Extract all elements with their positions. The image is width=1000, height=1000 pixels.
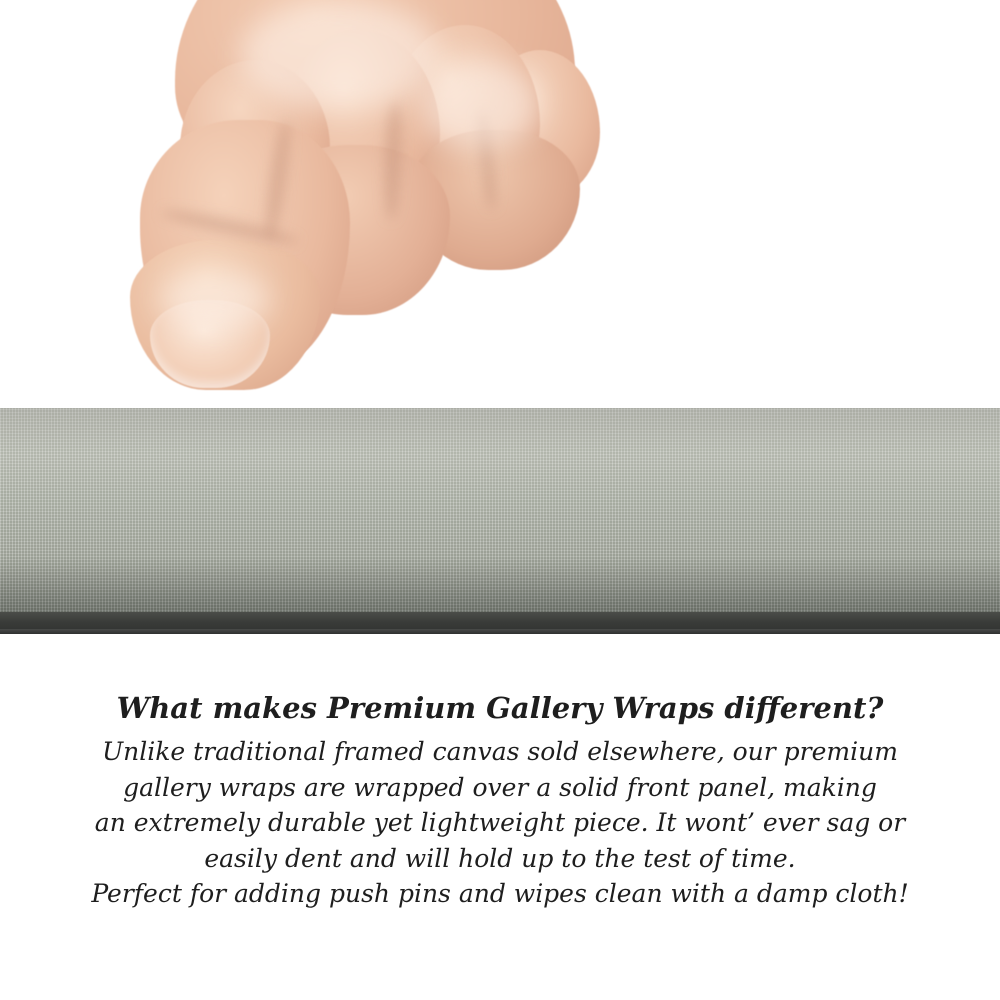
canvas-edge-strip (0, 408, 1000, 620)
hand-photo-area (0, 0, 1000, 410)
caption-block (0, 690, 1000, 912)
hand-illustration (120, 0, 590, 410)
skin-highlight-3 (160, 270, 270, 330)
skin-highlight-1 (240, 0, 440, 110)
canvas-weave-texture (0, 408, 1000, 620)
caption-body (0, 734, 1000, 912)
skin-highlight-2 (420, 60, 540, 150)
panel-edge (0, 612, 1000, 634)
caption-line: an extremely durable yet lightweight piece. It wont’ ever sag or (94, 808, 906, 838)
caption-line: gallery wraps are wrapped over a solid front panel, making (123, 772, 877, 802)
canvas-shading (0, 408, 1000, 620)
caption-line: easily dent and will hold up to the test of time. (204, 843, 796, 873)
caption-line: Perfect for adding push pins and wipes clean with a damp cloth! (91, 879, 909, 909)
caption-title: What makes Premium Gallery Wraps different? (116, 691, 884, 725)
caption-line: Unlike traditional framed canvas sold elsewhere, our premium (102, 737, 898, 767)
